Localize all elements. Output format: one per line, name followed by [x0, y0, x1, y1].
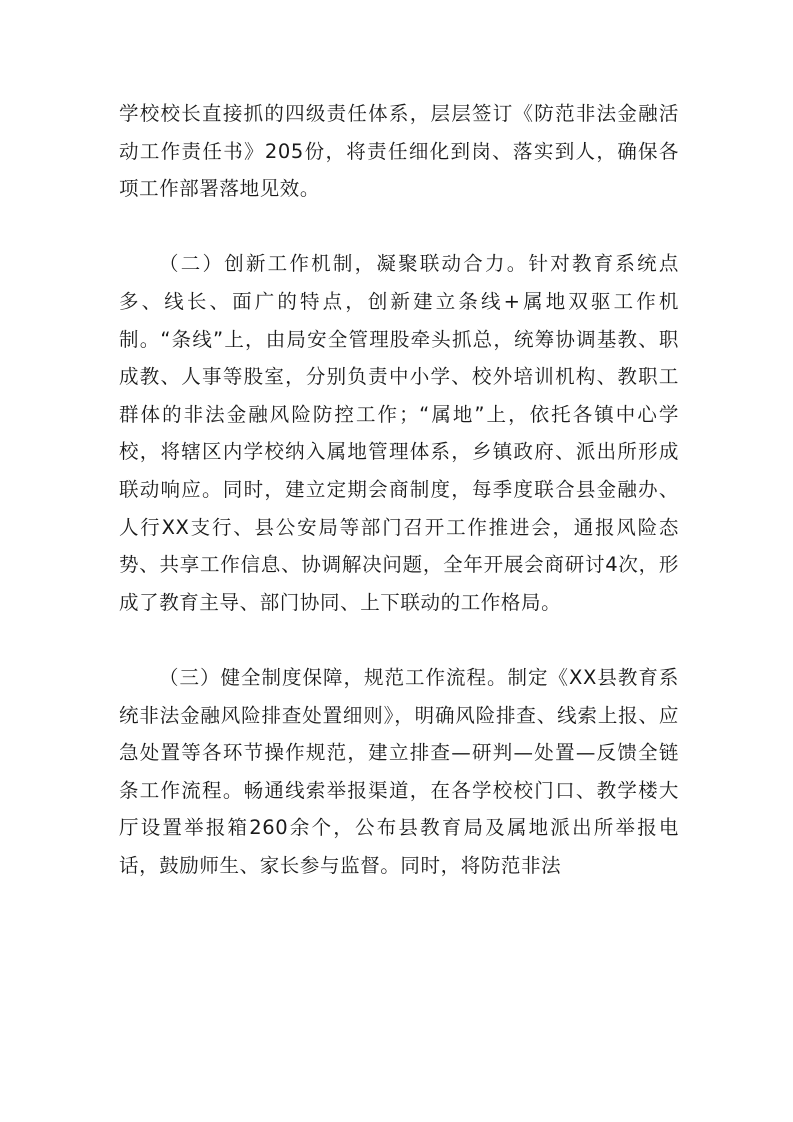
paragraph-innovate-mechanism: （二）创新工作机制，凝聚联动合力。针对教育系统点多、线长、面广的特点，创新建立条线+属地双驱工作机制。“条线”上，由局安全管理股牵头抓总，统筹协调基教、职成教、人事等股室，分别负责中小学、校外培训机构、教职工群体的非法金融风险防控工作；“属地”上，依托各镇中心学校，将辖区内学校纳入属地管理体系，乡镇政府、派出所形成联动响应。同时，建立定期会商制度，每季度联合县金融办、人行XX支行、县公安局等部门召开工作推进会，通报风险态势、共享工作信息、协调解决问题，全年开展会商研讨4次，形成了教育主导、部门协同、上下联动的工作格局。: [119, 252, 679, 614]
paragraph-gap: [119, 621, 679, 659]
paragraph-gap: [119, 208, 679, 246]
paragraph-continuation: 学校校长直接抓的四级责任体系，层层签订《防范非法金融活动工作责任书》205份，将责任细化到岗、落实到人，确保各项工作部署落地见效。: [119, 102, 679, 201]
paragraph-improve-system: （三）健全制度保障，规范工作流程。制定《XX县教育系统非法金融风险排查处置细则》，明确风险排查、线索上报、应急处置等各环节操作规范，建立排查—研判—处置—反馈全链条工作流程。畅通线索举报渠道，在各学校校门口、教学楼大厅设置举报箱260余个，公布县教育局及属地派出所举报电话，鼓励师生、家长参与监督。同时，将防范非法: [119, 665, 679, 877]
document-body: [119, 95, 679, 884]
